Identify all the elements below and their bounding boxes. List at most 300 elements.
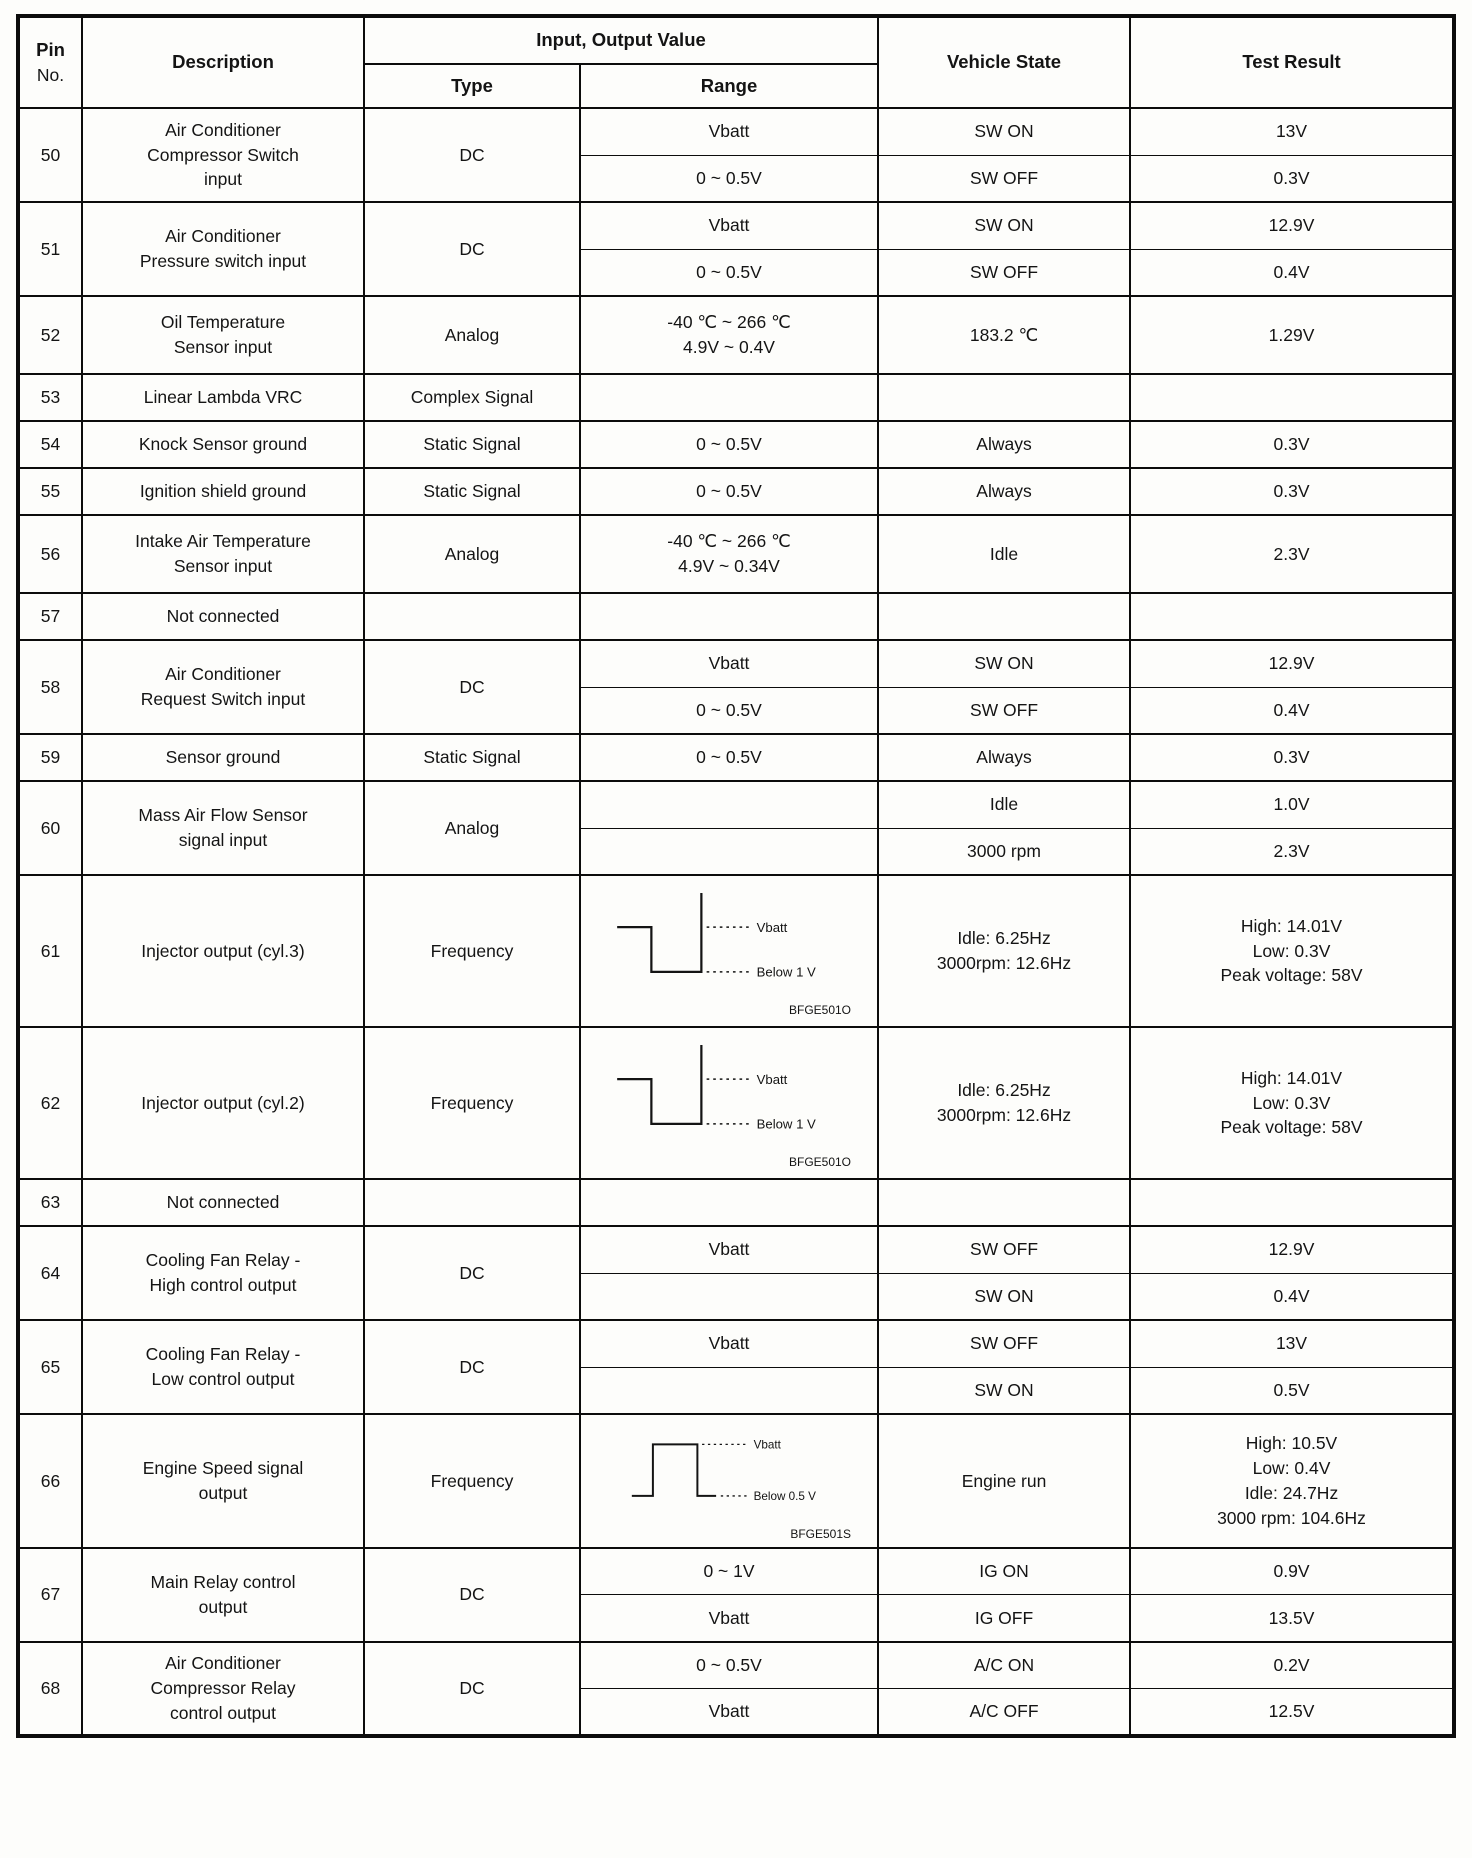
pin-description-text: Ignition shield ground (139, 481, 307, 502)
signal-range-text: Vbatt (708, 1333, 750, 1354)
pin-description (82, 875, 364, 1027)
table-row (18, 640, 1454, 687)
engine-speed-waveform-icon (617, 1421, 841, 1517)
signal-range-text: 0 ~ 0.5V (696, 747, 762, 768)
signal-type (364, 468, 580, 515)
vehicle-state-text: Always (976, 481, 1032, 502)
vehicle-state (878, 374, 1130, 421)
table-row (18, 468, 1454, 515)
injector-waveform-icon (604, 885, 854, 993)
pin-number (18, 468, 82, 515)
signal-type (364, 202, 580, 296)
injector-waveform-icon (604, 1037, 854, 1145)
test-result (1130, 468, 1454, 515)
vehicle-state (878, 593, 1130, 640)
waveform-caption: BFGE501O (788, 1154, 852, 1169)
signal-range (580, 828, 878, 875)
signal-range (580, 1179, 878, 1226)
vehicle-state-text: SW OFF (969, 1239, 1039, 1260)
test-result-text: Low: 0.3V (1252, 1092, 1331, 1113)
waveform-trace (617, 1045, 701, 1124)
pin-description (82, 640, 364, 734)
waveform-top-label: Vbatt (753, 1438, 781, 1452)
pin-description (82, 1548, 364, 1642)
test-result (1130, 1642, 1454, 1689)
pin-number (18, 108, 82, 202)
pin-description-text: Sensor ground (165, 747, 281, 768)
pin-number (18, 374, 82, 421)
vehicle-state-text: SW OFF (969, 699, 1039, 720)
header-test-result: Test Result (1130, 16, 1454, 108)
pin-number-text: 54 (40, 434, 61, 455)
pin-description (82, 515, 364, 593)
vehicle-state (878, 421, 1130, 468)
signal-type (364, 781, 580, 875)
vehicle-state (878, 1595, 1130, 1642)
pin-number-text: 66 (40, 1470, 61, 1491)
table-row (18, 108, 1454, 155)
signal-range (580, 515, 878, 593)
test-result-text: 13V (1275, 121, 1308, 142)
signal-range (580, 640, 878, 687)
vehicle-state (878, 1689, 1130, 1736)
signal-range-text: 0 ~ 0.5V (696, 699, 762, 720)
vehicle-state-text: SW ON (974, 653, 1034, 674)
vehicle-state (878, 468, 1130, 515)
vehicle-state (878, 296, 1130, 374)
signal-range (580, 202, 878, 249)
pin-number (18, 593, 82, 640)
header-vehicle-state: Vehicle State (878, 16, 1130, 108)
signal-type (364, 1226, 580, 1320)
pin-description-text: signal input (178, 830, 268, 850)
pin-description-text: Knock Sensor ground (138, 434, 308, 455)
vehicle-state (878, 1642, 1130, 1689)
vehicle-state-text: Idle: 6.25Hz (957, 928, 1051, 949)
signal-type-text: DC (459, 238, 485, 259)
vehicle-state-text: Always (976, 434, 1032, 455)
pin-number (18, 640, 82, 734)
table-row (18, 1320, 1454, 1367)
test-result-text: 13.5V (1268, 1607, 1315, 1628)
pin-description-text: Intake Air Temperature (135, 531, 311, 552)
pin-description (82, 593, 364, 640)
table-row (18, 781, 1454, 828)
vehicle-state-text: SW ON (974, 215, 1034, 236)
signal-range-text: Vbatt (708, 121, 750, 142)
signal-range (580, 421, 878, 468)
vehicle-state (878, 1320, 1130, 1367)
pin-number-text: 67 (40, 1584, 61, 1605)
header-pin (18, 16, 82, 108)
pin-description-text: Not connected (166, 606, 280, 627)
signal-range (580, 1320, 878, 1367)
signal-type (364, 1642, 580, 1736)
test-result (1130, 1320, 1454, 1367)
pin-number-text: 53 (40, 387, 61, 408)
test-result-text: 12.9V (1268, 653, 1315, 674)
signal-range (580, 468, 878, 515)
vehicle-state (878, 515, 1130, 593)
signal-type-text: Analog (444, 543, 500, 564)
test-result-text: 0.4V (1273, 261, 1310, 282)
pin-number-text: 56 (40, 543, 61, 564)
pin-number-text: 62 (40, 1092, 61, 1113)
signal-type-text: Analog (444, 817, 500, 838)
signal-range-text: 0 ~ 0.5V (696, 167, 762, 188)
test-result-text: 12.5V (1268, 1701, 1315, 1722)
vehicle-state (878, 828, 1130, 875)
pin-number (18, 1642, 82, 1736)
pin-description-text: output (198, 1596, 248, 1617)
signal-range (580, 249, 878, 296)
pin-number (18, 296, 82, 374)
signal-type-text: Static Signal (423, 434, 521, 455)
pin-description-text: Injector output (cyl.3) (141, 940, 305, 961)
signal-range (580, 296, 878, 374)
signal-range (580, 687, 878, 734)
signal-range-text: 0 ~ 0.5V (696, 434, 762, 455)
vehicle-state (878, 1367, 1130, 1414)
vehicle-state-text: Idle (989, 543, 1019, 564)
test-result (1130, 249, 1454, 296)
signal-type-text: Analog (444, 324, 500, 345)
signal-range (580, 1367, 878, 1414)
signal-range (580, 1273, 878, 1320)
waveform-caption: BFGE501O (788, 1002, 852, 1017)
table-row (18, 296, 1454, 374)
test-result-text: 1.29V (1268, 324, 1315, 345)
signal-type (364, 374, 580, 421)
pin-number-text: 60 (40, 817, 61, 838)
pin-number (18, 515, 82, 593)
pin-description-text: Main Relay control (150, 1572, 296, 1593)
signal-range (580, 1689, 878, 1736)
signal-type-text: Static Signal (423, 747, 521, 768)
pin-description-text: Request Switch input (140, 689, 306, 709)
signal-range (580, 1226, 878, 1273)
signal-range-text: Vbatt (708, 1239, 750, 1260)
signal-range (580, 1548, 878, 1595)
test-result-text: High: 14.01V (1240, 1067, 1343, 1088)
signal-type-text: DC (459, 144, 485, 165)
pin-number-text: 57 (40, 606, 61, 627)
pin-description (82, 781, 364, 875)
vehicle-state-text: SW ON (974, 1285, 1034, 1306)
signal-range (580, 593, 878, 640)
pin-table-body (18, 108, 1454, 1736)
table-row (18, 515, 1454, 593)
signal-range (580, 155, 878, 202)
pin-number (18, 1414, 82, 1548)
table-row (18, 1179, 1454, 1226)
test-result-text: 1.0V (1273, 794, 1310, 815)
test-result-text: 0.3V (1273, 481, 1310, 502)
header-pin-line1: Pin (36, 38, 65, 60)
pin-description (82, 202, 364, 296)
test-result (1130, 593, 1454, 640)
pin-description-text: output (198, 1482, 248, 1503)
pin-description (82, 1027, 364, 1179)
pin-number (18, 1179, 82, 1226)
table-row (18, 1226, 1454, 1273)
vehicle-state (878, 249, 1130, 296)
waveform-bottom-label: Below 1 V (756, 1116, 816, 1132)
vehicle-state-text: SW ON (974, 1379, 1034, 1400)
test-result (1130, 687, 1454, 734)
pin-number (18, 421, 82, 468)
test-result (1130, 1595, 1454, 1642)
signal-range-text: Vbatt (708, 653, 750, 674)
signal-type (364, 1414, 580, 1548)
pin-number (18, 202, 82, 296)
pin-number (18, 734, 82, 781)
test-result (1130, 296, 1454, 374)
signal-range-text: Vbatt (708, 1701, 750, 1722)
test-result (1130, 734, 1454, 781)
test-result (1130, 1414, 1454, 1548)
pin-number (18, 875, 82, 1027)
pin-number (18, 1320, 82, 1414)
header-row-1 (18, 16, 1454, 64)
pin-description-text: Cooling Fan Relay - (145, 1344, 301, 1365)
signal-type (364, 1027, 580, 1179)
signal-range-text: Vbatt (708, 215, 750, 236)
signal-type-text: Frequency (430, 1092, 514, 1113)
signal-type (364, 593, 580, 640)
table-row (18, 593, 1454, 640)
test-result (1130, 1548, 1454, 1595)
vehicle-state-text: IG OFF (974, 1607, 1034, 1628)
test-result-text: 2.3V (1273, 840, 1310, 861)
pin-number-text: 68 (40, 1677, 61, 1698)
vehicle-state-text: SW ON (974, 121, 1034, 142)
pin-number-text: 55 (40, 481, 61, 502)
test-result (1130, 1179, 1454, 1226)
test-result-text: High: 14.01V (1240, 915, 1343, 936)
pin-description-text: Compressor Relay (150, 1677, 296, 1698)
test-result (1130, 155, 1454, 202)
vehicle-state (878, 1414, 1130, 1548)
vehicle-state-text: SW OFF (969, 261, 1039, 282)
waveform-top-label: Vbatt (756, 1071, 788, 1087)
test-result (1130, 1273, 1454, 1320)
test-result (1130, 875, 1454, 1027)
test-result-text: 0.4V (1273, 1285, 1310, 1306)
pin-description-text: Linear Lambda VRC (143, 387, 303, 408)
pin-description-text: Not connected (166, 1192, 280, 1213)
test-result (1130, 828, 1454, 875)
vehicle-state-text: Engine run (961, 1470, 1047, 1491)
pin-number-text: 59 (40, 747, 61, 768)
pin-description-text: Low control output (151, 1369, 295, 1389)
vehicle-state (878, 687, 1130, 734)
test-result (1130, 1689, 1454, 1736)
pin-description-text: Oil Temperature (160, 312, 286, 333)
test-result-text: 0.2V (1273, 1655, 1310, 1676)
table-row (18, 734, 1454, 781)
vehicle-state-text: A/C ON (973, 1655, 1035, 1676)
pin-description-text: Compressor Switch (147, 144, 299, 165)
pin-number (18, 781, 82, 875)
pin-description-text: Mass Air Flow Sensor (138, 805, 308, 826)
pin-description-text: control output (169, 1702, 277, 1723)
vehicle-state-text: IG ON (979, 1561, 1029, 1582)
waveform-top-label: Vbatt (756, 919, 788, 935)
vehicle-state-text: SW OFF (969, 167, 1039, 188)
test-result (1130, 1027, 1454, 1179)
signal-type-text: Frequency (430, 940, 514, 961)
pin-description-text: Cooling Fan Relay - (145, 1250, 301, 1271)
pin-description (82, 468, 364, 515)
pin-number (18, 1027, 82, 1179)
signal-range (580, 1642, 878, 1689)
pin-description (82, 1414, 364, 1548)
ecu-pin-table (16, 14, 1456, 1738)
waveform-cell (580, 1027, 878, 1179)
test-result-text: 12.9V (1268, 1239, 1315, 1260)
vehicle-state-text: 3000rpm: 12.6Hz (936, 1105, 1072, 1125)
header-description: Description (82, 16, 364, 108)
waveform-bottom-label: Below 0.5 V (753, 1490, 816, 1504)
signal-range-text: 0 ~ 0.5V (696, 1655, 762, 1676)
signal-type (364, 1179, 580, 1226)
pin-description-text: input (204, 169, 242, 190)
signal-type (364, 875, 580, 1027)
test-result (1130, 781, 1454, 828)
vehicle-state-text: 183.2 ℃ (969, 324, 1039, 345)
signal-type (364, 108, 580, 202)
pin-number-text: 51 (40, 238, 61, 259)
signal-type-text: DC (459, 1584, 485, 1605)
signal-type (364, 640, 580, 734)
pin-description-text: Air Conditioner (165, 226, 281, 247)
test-result-text: 0.3V (1273, 167, 1310, 188)
vehicle-state-text: 3000rpm: 12.6Hz (936, 953, 1072, 973)
vehicle-state (878, 155, 1130, 202)
table-row (18, 875, 1454, 1027)
test-result-text: 3000 rpm: 104.6Hz (1217, 1507, 1366, 1528)
pin-number-text: 65 (40, 1356, 61, 1377)
test-result-text: 0.5V (1273, 1379, 1310, 1400)
signal-range-text: 0 ~ 1V (703, 1561, 755, 1582)
vehicle-state (878, 1027, 1130, 1179)
header-pin-line2: No. (36, 65, 65, 86)
test-result (1130, 1367, 1454, 1414)
header-type: Type (364, 64, 580, 108)
pin-number-text: 52 (40, 324, 61, 345)
signal-type-text: DC (459, 1356, 485, 1377)
table-row (18, 421, 1454, 468)
test-result-text: Low: 0.4V (1252, 1458, 1331, 1479)
vehicle-state (878, 734, 1130, 781)
pin-description (82, 1226, 364, 1320)
test-result-text: 12.9V (1268, 215, 1315, 236)
signal-type (364, 515, 580, 593)
table-row (18, 1548, 1454, 1595)
signal-range-text: -40 ℃ ~ 266 ℃ (667, 531, 791, 552)
test-result-text: 13V (1275, 1333, 1308, 1354)
signal-type-text: DC (459, 1262, 485, 1283)
vehicle-state (878, 1273, 1130, 1320)
waveform-trace (617, 893, 701, 972)
signal-type-text: Frequency (430, 1470, 514, 1491)
test-result-text: Idle: 24.7Hz (1244, 1482, 1339, 1503)
vehicle-state (878, 1179, 1130, 1226)
signal-range (580, 374, 878, 421)
test-result (1130, 374, 1454, 421)
test-result-text: Low: 0.3V (1252, 940, 1331, 961)
signal-type (364, 296, 580, 374)
table-header (18, 16, 1454, 108)
signal-range-text: 0 ~ 0.5V (696, 261, 762, 282)
test-result (1130, 421, 1454, 468)
test-result (1130, 1226, 1454, 1273)
pin-description-text: Air Conditioner (165, 664, 281, 685)
table-row (18, 1027, 1454, 1179)
waveform-bottom-label: Below 1 V (756, 964, 816, 980)
signal-range-text: -40 ℃ ~ 266 ℃ (667, 312, 791, 333)
vehicle-state-text: SW OFF (969, 1333, 1039, 1354)
header-io-value: Input, Output Value (364, 16, 878, 64)
pin-description-text: Sensor input (173, 556, 273, 576)
test-result (1130, 108, 1454, 155)
signal-range (580, 781, 878, 828)
vehicle-state (878, 108, 1130, 155)
table-row (18, 374, 1454, 421)
table-row (18, 1414, 1454, 1548)
vehicle-state-text: Always (976, 747, 1032, 768)
test-result (1130, 202, 1454, 249)
pin-description (82, 1642, 364, 1736)
waveform-cell (580, 1414, 878, 1548)
waveform-cell (580, 875, 878, 1027)
test-result-text: High: 10.5V (1245, 1433, 1338, 1454)
pin-description (82, 296, 364, 374)
signal-range-text: Vbatt (708, 1607, 750, 1628)
signal-type (364, 1548, 580, 1642)
pin-number (18, 1548, 82, 1642)
signal-type-text: DC (459, 1677, 485, 1698)
waveform-trace (632, 1444, 716, 1496)
test-result-text: Peak voltage: 58V (1220, 965, 1363, 986)
signal-type (364, 1320, 580, 1414)
pin-description (82, 374, 364, 421)
pin-description (82, 1320, 364, 1414)
test-result (1130, 515, 1454, 593)
test-result (1130, 640, 1454, 687)
pin-description-text: Pressure switch input (139, 251, 307, 271)
pin-number-text: 63 (40, 1192, 61, 1213)
vehicle-state (878, 1548, 1130, 1595)
pin-description-text: Injector output (cyl.2) (141, 1092, 305, 1113)
vehicle-state-text: 3000 rpm (967, 840, 1041, 861)
pin-description-text: Engine Speed signal (142, 1458, 304, 1479)
pin-description-text: Air Conditioner (165, 1653, 281, 1674)
pin-description-text: Air Conditioner (165, 119, 281, 140)
vehicle-state (878, 202, 1130, 249)
signal-range (580, 734, 878, 781)
vehicle-state (878, 640, 1130, 687)
header-range: Range (580, 64, 878, 108)
test-result-text: Peak voltage: 58V (1220, 1117, 1363, 1138)
pin-description-text: High control output (149, 1275, 297, 1295)
vehicle-state-text: Idle (989, 794, 1019, 815)
test-result-text: 0.3V (1273, 747, 1310, 768)
signal-type (364, 734, 580, 781)
pin-description (82, 421, 364, 468)
signal-type-text: Static Signal (423, 481, 521, 502)
